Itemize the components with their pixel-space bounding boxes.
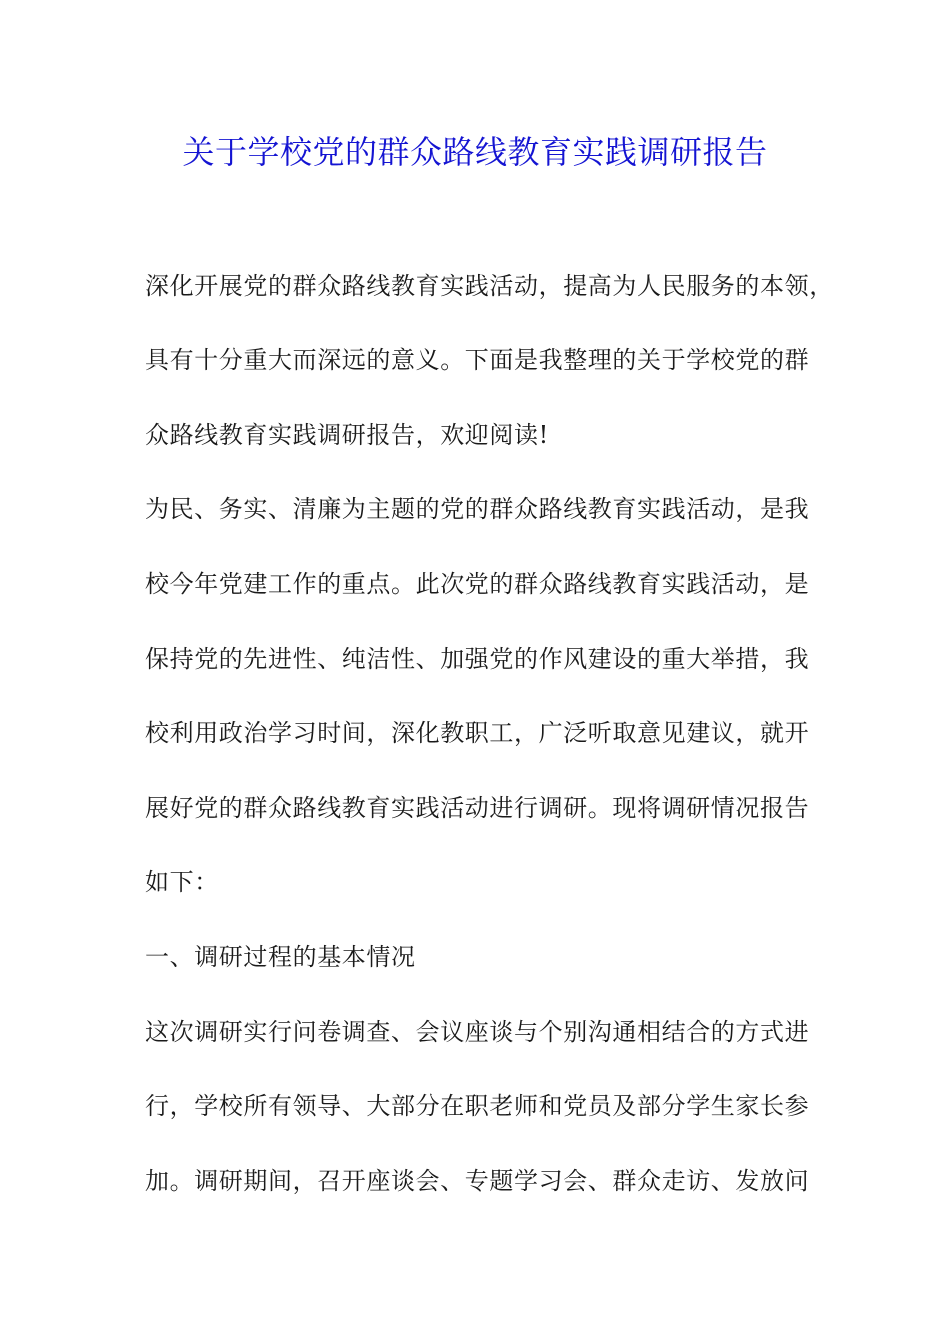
body-line-3: 众路线教育实践调研报告，欢迎阅读! (145, 421, 549, 449)
body-line-4: 为民、务实、清廉为主题的党的群众路线教育实践活动，是我 (145, 495, 810, 523)
body-line-12: 行，学校所有领导、大部分在职老师和党员及部分学生家长参 (145, 1092, 810, 1120)
body-line-7: 校利用政治学习时间，深化教职工，广泛听取意见建议，就开 (145, 719, 810, 747)
body-line-5: 校今年党建工作的重点。此次党的群众路线教育实践活动，是 (145, 570, 810, 598)
body-line-13: 加。调研期间，召开座谈会、专题学习会、群众走访、发放问 (145, 1167, 810, 1195)
section-heading-1: 一、调研过程的基本情况 (145, 943, 416, 971)
body-line-9: 如下： (145, 868, 219, 896)
body-line-11: 这次调研实行问卷调查、会议座谈与个别沟通相结合的方式进 (145, 1018, 810, 1046)
body-line-2: 具有十分重大而深远的意义。下面是我整理的关于学校党的群 (145, 346, 810, 374)
body-line-1: 深化开展党的群众路线教育实践活动，提高为人民服务的本领， (145, 272, 834, 300)
body-line-6: 保持党的先进性、纯洁性、加强党的作风建设的重大举措，我 (145, 645, 810, 673)
document-title: 关于学校党的群众路线教育实践调研报告 (182, 133, 768, 171)
body-line-8: 展好党的群众路线教育实践活动进行调研。现将调研情况报告 (145, 794, 810, 822)
